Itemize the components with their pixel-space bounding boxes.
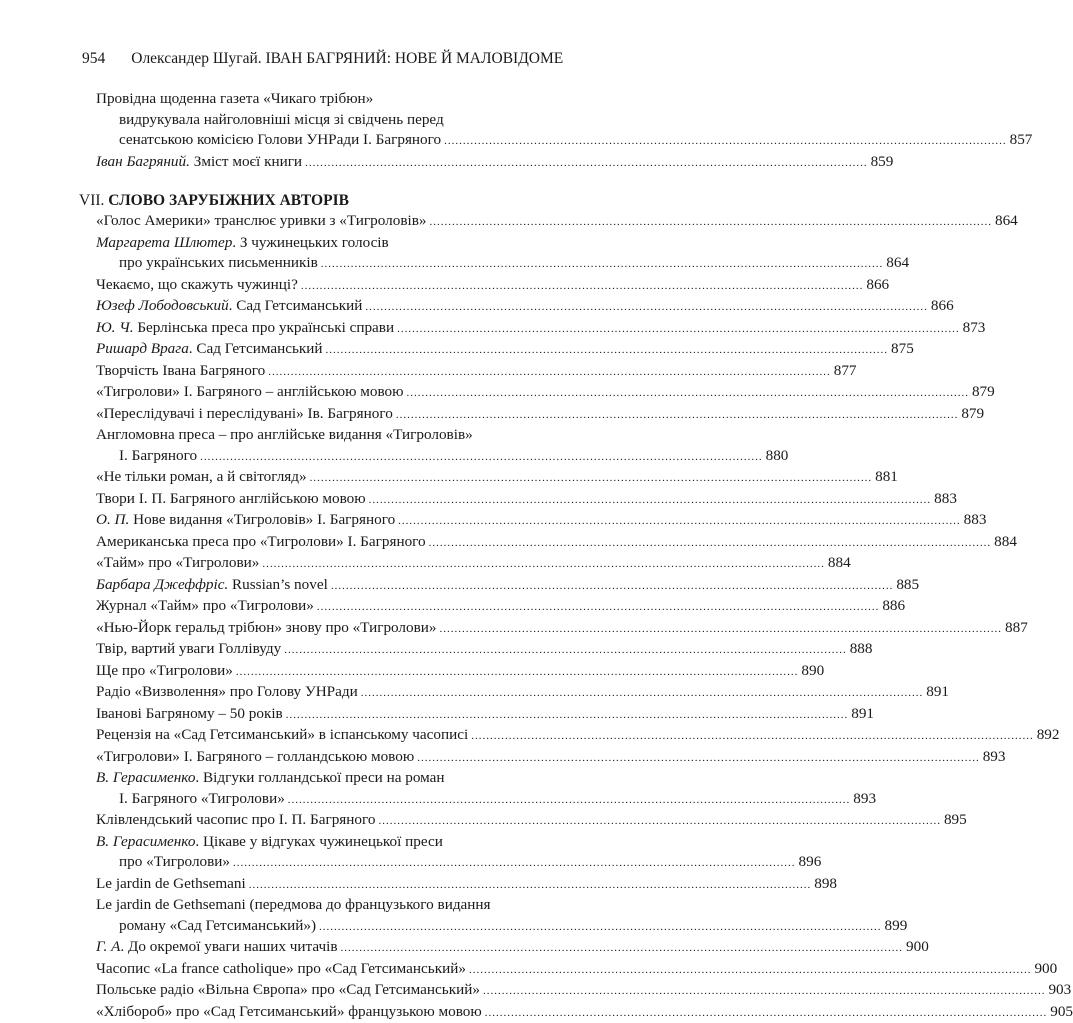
section-title: СЛОВО ЗАРУБІЖНИХ АВТОРІВ — [108, 192, 349, 209]
toc-entry-title: Le jardin de Gethsemani (передмова до французького видання — [96, 896, 491, 913]
toc-entry — [96, 980, 630, 1002]
toc-entry-title: Чекаємо, що скажуть чужинці? — [96, 276, 298, 293]
toc-entry-title: Радіо «Визволення» про Голову УНРади — [96, 683, 358, 700]
toc-entry-title: . Відгуки голландської преси на роман — [195, 769, 444, 786]
toc-entry-author: О. П. — [96, 511, 129, 528]
toc-entry-page: 905 — [1050, 1002, 1073, 1023]
toc-entry-line — [96, 789, 630, 811]
toc-entry-page: 884 — [828, 553, 851, 574]
toc-entry-line — [96, 747, 630, 769]
toc-entry-text — [96, 152, 302, 173]
toc-entry-title: сенатською комісією Голови УНРади І. Багряного — [119, 131, 441, 148]
toc-entry — [96, 725, 630, 747]
toc-entry-title: . До окремої уваги наших читачів — [120, 938, 337, 955]
toc-entry-title: Нове видання «Тигроловів» І. Багряного — [129, 511, 395, 528]
toc-entry — [96, 810, 630, 832]
toc-entry-text — [96, 489, 366, 510]
toc-entry-page: 891 — [851, 704, 874, 725]
toc-entry-title: Твір, вартий уваги Голлівуду — [96, 640, 281, 657]
dot-leader: ...................................................................................................................................................... — [317, 597, 880, 618]
toc-entry-page: 881 — [875, 467, 898, 488]
running-title: Олександер Шугай. ІВАН БАГРЯНИЙ: НОВЕ Й МАЛОВІДОМЕ — [131, 50, 563, 67]
toc-entry-page: 857 — [1010, 130, 1033, 151]
dot-leader: ...................................................................................................................................................... — [429, 533, 992, 554]
toc-entry — [96, 553, 630, 575]
toc-entry-line — [96, 339, 630, 361]
dot-leader: ...................................................................................................................................................... — [286, 705, 849, 726]
toc-entry-title: . З чужинецьких голосів — [232, 234, 388, 251]
toc-entry-text — [96, 661, 233, 682]
dot-leader: ...................................................................................................................................................... — [417, 748, 980, 769]
toc-entry-page: 898 — [814, 874, 837, 895]
toc-entry-text — [96, 553, 259, 574]
toc-entry-text — [119, 110, 444, 131]
dot-leader: ...................................................................................................................................................... — [378, 811, 941, 832]
toc-entry-text — [96, 618, 437, 639]
toc-entry-line — [96, 130, 630, 152]
dot-leader: ...................................................................................................................................................... — [331, 576, 894, 597]
toc-entry-text — [96, 275, 298, 296]
toc-entry-author: Іван Багряний. — [96, 153, 190, 170]
toc-entry-page: 884 — [994, 532, 1017, 553]
dot-leader: ...................................................................................................................................................... — [288, 790, 851, 811]
toc-entry-line — [96, 211, 630, 233]
toc-entry-title: Берлінська преса про українські справи — [134, 319, 395, 336]
toc-entry — [96, 425, 630, 467]
toc-entry-title: «Хлібороб» про «Сад Гетсиманський» французькою мовою — [96, 1003, 482, 1020]
toc-entry-page: 864 — [995, 211, 1018, 232]
toc-entry-author: Ю. Ч. — [96, 319, 134, 336]
dot-leader: ...................................................................................................................................................... — [406, 383, 969, 404]
toc-entry-line — [96, 89, 630, 110]
toc-entry-title: Le jardin de Gethsemani — [96, 875, 246, 892]
dot-leader: ...................................................................................................................................................... — [284, 640, 847, 661]
toc-entry-page: 879 — [972, 382, 995, 403]
toc-entry-text — [96, 425, 473, 446]
dot-leader: ...................................................................................................................................................... — [396, 405, 959, 426]
toc-entry-text — [119, 852, 230, 873]
dot-leader: ...................................................................................................................................................... — [485, 1003, 1048, 1023]
toc-entry-page: 879 — [961, 404, 984, 425]
toc-entry-line — [96, 980, 630, 1002]
toc-entry-line — [96, 874, 630, 896]
toc-entry-line — [96, 489, 630, 511]
toc-entry-title: Американська преса про «Тигролови» І. Багряного — [96, 533, 426, 550]
toc-entry-text — [96, 233, 389, 254]
dot-leader: ...................................................................................................................................................... — [310, 468, 873, 489]
toc-entry-page: 896 — [799, 852, 822, 873]
toc-entry — [96, 704, 630, 726]
toc-entry-line — [96, 852, 630, 874]
toc-entry — [96, 233, 630, 275]
toc-entry-line — [96, 895, 630, 916]
toc-entry-author: Ришард Врага — [96, 340, 189, 357]
toc-entry — [96, 339, 630, 361]
dot-leader: ...................................................................................................................................................... — [236, 662, 799, 683]
table-of-contents — [96, 89, 630, 1023]
toc-entry-line — [96, 382, 630, 404]
toc-entry-page: 877 — [834, 361, 857, 382]
toc-entry-page: 866 — [866, 275, 889, 296]
dot-leader: ...................................................................................................................................................... — [341, 938, 904, 959]
dot-leader: ...................................................................................................................................................... — [301, 276, 864, 297]
toc-entry-page: 886 — [882, 596, 905, 617]
toc-entry-text — [96, 339, 323, 360]
toc-entry — [96, 682, 630, 704]
toc-entry-line — [96, 361, 630, 383]
dot-leader: ...................................................................................................................................................... — [326, 340, 889, 361]
toc-entry — [96, 596, 630, 618]
toc-entry-text — [119, 789, 285, 810]
toc-entry-line — [96, 937, 630, 959]
toc-entry-title: Рецензія на «Сад Гетсиманський» в іспанському часописі — [96, 726, 468, 743]
toc-entry-title: про українських письменників — [119, 254, 318, 271]
toc-entry — [96, 211, 630, 233]
toc-entry — [96, 489, 630, 511]
toc-entry — [96, 937, 630, 959]
toc-entry-line — [96, 575, 630, 597]
toc-entry-text — [96, 318, 394, 339]
toc-entry-title: про «Тигролови» — [119, 853, 230, 870]
toc-top-list — [96, 89, 630, 173]
toc-entry-line — [96, 275, 630, 297]
toc-entry-title: «Тигролови» І. Багряного – голландською мовою — [96, 748, 414, 765]
toc-entry — [96, 1002, 630, 1023]
toc-entry — [96, 747, 630, 769]
toc-entry-author: Юзеф Лободовський — [96, 297, 229, 314]
dot-leader: ...................................................................................................................................................... — [361, 683, 924, 704]
toc-entry-title: «Голос Америки» транслює уривки з «Тигроловів» — [96, 212, 426, 229]
toc-entry-line — [96, 704, 630, 726]
toc-entry-text — [96, 980, 480, 1001]
toc-entry-text — [96, 895, 491, 916]
toc-entry-page: 903 — [1048, 980, 1071, 1001]
toc-entry-line — [96, 467, 630, 489]
toc-entry — [96, 639, 630, 661]
toc-entry-title: Іванові Багряному – 50 років — [96, 705, 283, 722]
toc-entry-text — [96, 89, 373, 110]
toc-entry-text — [119, 446, 197, 467]
toc-entry-text — [96, 575, 328, 596]
toc-entry-title: І. Багряного «Тигролови» — [119, 790, 285, 807]
toc-entry-line — [96, 532, 630, 554]
toc-entry-line — [96, 425, 630, 446]
running-head — [82, 50, 672, 68]
toc-entry — [96, 152, 630, 174]
toc-entry-page: 883 — [964, 510, 987, 531]
toc-entry-title: Зміст моєї книги — [190, 153, 302, 170]
toc-entry-title: І. Багряного — [119, 447, 197, 464]
toc-entry-text — [96, 467, 307, 488]
dot-leader: ...................................................................................................................................................... — [305, 153, 868, 174]
toc-entry-line — [96, 768, 630, 789]
dot-leader: ...................................................................................................................................................... — [398, 511, 961, 532]
toc-entry — [96, 89, 630, 152]
dot-leader: ...................................................................................................................................................... — [440, 619, 1003, 640]
toc-entry — [96, 318, 630, 340]
toc-entry-line — [96, 618, 630, 640]
toc-entry-title: «Тайм» про «Тигролови» — [96, 554, 259, 571]
toc-entry-line — [96, 596, 630, 618]
toc-entry-text — [96, 832, 443, 853]
toc-entry-line — [96, 296, 630, 318]
toc-entry-line — [96, 318, 630, 340]
dot-leader: ...................................................................................................................................................... — [321, 254, 884, 275]
section-heading — [79, 191, 630, 211]
toc-entry-text — [96, 768, 445, 789]
toc-entry-title: Творчість Івана Багряного — [96, 362, 265, 379]
toc-entry-line — [96, 725, 630, 747]
toc-entry-page: 864 — [886, 253, 909, 274]
toc-entry — [96, 959, 630, 981]
dot-leader: ...................................................................................................................................................... — [233, 853, 796, 874]
toc-entry-page: 899 — [885, 916, 908, 937]
toc-entry — [96, 296, 630, 318]
toc-entry-title: Часопис «La france catholique» про «Сад Гетсиманський» — [96, 960, 466, 977]
toc-entry-title: Ще про «Тигролови» — [96, 662, 233, 679]
toc-entry-page: 873 — [963, 318, 986, 339]
toc-entry — [96, 618, 630, 640]
toc-entry-title: видрукувала найголовніші місця зі свідчень перед — [119, 111, 444, 128]
toc-entry-title: Англомовна преса – про англійське видання «Тигроловів» — [96, 426, 473, 443]
dot-leader: ...................................................................................................................................................... — [200, 447, 763, 468]
toc-entry — [96, 874, 630, 896]
dot-leader: ...................................................................................................................................................... — [262, 554, 825, 575]
toc-entry-title: роману «Сад Гетсиманський») — [119, 917, 316, 934]
toc-entry-page: 895 — [944, 810, 967, 831]
toc-entry-text — [96, 510, 395, 531]
toc-entry-line — [96, 1002, 630, 1023]
section-numeral: VII. — [79, 192, 104, 209]
toc-entry-line — [96, 661, 630, 683]
toc-entry-line — [96, 639, 630, 661]
toc-entry-title: Польське радіо «Вільна Європа» про «Сад Гетсиманський» — [96, 981, 480, 998]
toc-entry-page: 883 — [934, 489, 957, 510]
toc-entry-page: 891 — [926, 682, 949, 703]
toc-entry-author: Маргарета Шлютер — [96, 234, 232, 251]
toc-entry-page: 900 — [1034, 959, 1057, 980]
toc-entry-text — [119, 130, 441, 151]
toc-entry-page: 880 — [766, 446, 789, 467]
toc-entry-line — [96, 253, 630, 275]
toc-entry-text — [96, 725, 468, 746]
toc-entry-line — [96, 832, 630, 853]
dot-leader: ...................................................................................................................................................... — [397, 319, 960, 340]
toc-entry-line — [96, 682, 630, 704]
toc-entry — [96, 361, 630, 383]
toc-entry-title: Клівлендський часопис про І. П. Багряного — [96, 811, 375, 828]
toc-entry-author: Барбара Джеффріс. — [96, 576, 228, 593]
toc-entry-line — [96, 233, 630, 254]
toc-entry — [96, 661, 630, 683]
toc-entry-author: В. Герасименко — [96, 769, 195, 786]
toc-entry-text — [96, 704, 283, 725]
toc-entry-text — [96, 404, 393, 425]
dot-leader: ...................................................................................................................................................... — [429, 212, 992, 233]
toc-entry-text — [119, 253, 318, 274]
toc-entry — [96, 275, 630, 297]
toc-entry-text — [96, 937, 338, 958]
toc-entry — [96, 382, 630, 404]
toc-entry-text — [96, 596, 314, 617]
toc-entry-page: 866 — [931, 296, 954, 317]
toc-entry-title: «Нью-Йорк геральд трібюн» знову про «Тигролови» — [96, 619, 437, 636]
toc-entry — [96, 467, 630, 489]
toc-entry — [96, 532, 630, 554]
toc-entry-title: . Сад Гетсиманський — [189, 340, 323, 357]
toc-entry-author: Г. А — [96, 938, 120, 955]
dot-leader: ...................................................................................................................................................... — [471, 726, 1034, 747]
toc-entry — [96, 895, 630, 937]
toc-entry-line — [96, 959, 630, 981]
toc-entry-title: . Сад Гетсиманський — [229, 297, 363, 314]
toc-entry-text — [96, 296, 362, 317]
toc-entry-line — [96, 916, 630, 938]
toc-entry-title: . Цікаве у відгуках чужинецької преси — [195, 833, 442, 850]
toc-entry — [96, 510, 630, 532]
page-number: 954 — [82, 50, 105, 67]
toc-entry-page: 859 — [871, 152, 894, 173]
toc-entry-text — [96, 361, 265, 382]
dot-leader: ...................................................................................................................................................... — [365, 297, 928, 318]
toc-entry-line — [96, 446, 630, 468]
toc-entry-text — [96, 532, 426, 553]
dot-leader: ...................................................................................................................................................... — [483, 981, 1046, 1002]
toc-entry-page: 900 — [906, 937, 929, 958]
toc-entry-page: 893 — [853, 789, 876, 810]
toc-entry-line — [96, 810, 630, 832]
toc-entry-title: Провідна щоденна газета «Чикаго трібюн» — [96, 90, 373, 107]
toc-entry-text — [96, 639, 281, 660]
toc-entry — [96, 404, 630, 426]
toc-entry-page: 875 — [891, 339, 914, 360]
toc-entry-text — [96, 810, 375, 831]
dot-leader: ...................................................................................................................................................... — [268, 362, 831, 383]
toc-entry-text — [96, 682, 358, 703]
toc-entry-line — [96, 404, 630, 426]
toc-entry-text — [96, 1002, 482, 1023]
toc-entry-line — [96, 152, 630, 174]
toc-entry-title: «Переслідувачі і переслідувані» Ів. Багряного — [96, 405, 393, 422]
dot-leader: ...................................................................................................................................................... — [469, 960, 1032, 981]
dot-leader: ...................................................................................................................................................... — [369, 490, 932, 511]
toc-entry-text — [96, 747, 414, 768]
toc-entry-text — [96, 959, 466, 980]
toc-entry-page: 892 — [1037, 725, 1060, 746]
toc-entry — [96, 575, 630, 597]
toc-entry-page: 890 — [801, 661, 824, 682]
toc-entry-text — [96, 211, 426, 232]
dot-leader: ...................................................................................................................................................... — [319, 917, 882, 938]
toc-entry-page: 885 — [896, 575, 919, 596]
dot-leader: ...................................................................................................................................................... — [249, 875, 812, 896]
toc-entry-title: «Тигролови» І. Багряного – англійською мовою — [96, 383, 403, 400]
toc-entry-page: 887 — [1005, 618, 1028, 639]
toc-entry-title: Журнал «Тайм» про «Тигролови» — [96, 597, 314, 614]
toc-entry-title: Russian’s novel — [228, 576, 328, 593]
toc-entry-list — [96, 211, 630, 1023]
toc-entry-line — [96, 553, 630, 575]
toc-entry-text — [96, 382, 403, 403]
dot-leader: ...................................................................................................................................................... — [444, 131, 1007, 152]
toc-entry-title: Твори І. П. Багряного англійською мовою — [96, 490, 366, 507]
toc-entry-line — [96, 110, 630, 131]
toc-entry-text — [119, 916, 316, 937]
toc-entry — [96, 832, 630, 874]
toc-entry-line — [96, 510, 630, 532]
toc-entry-title: «Не тільки роман, а й світогляд» — [96, 468, 307, 485]
toc-entry-page: 893 — [983, 747, 1006, 768]
toc-entry — [96, 768, 630, 810]
toc-entry-text — [96, 874, 246, 895]
toc-entry-page: 888 — [850, 639, 873, 660]
toc-entry-author: В. Герасименко — [96, 833, 195, 850]
